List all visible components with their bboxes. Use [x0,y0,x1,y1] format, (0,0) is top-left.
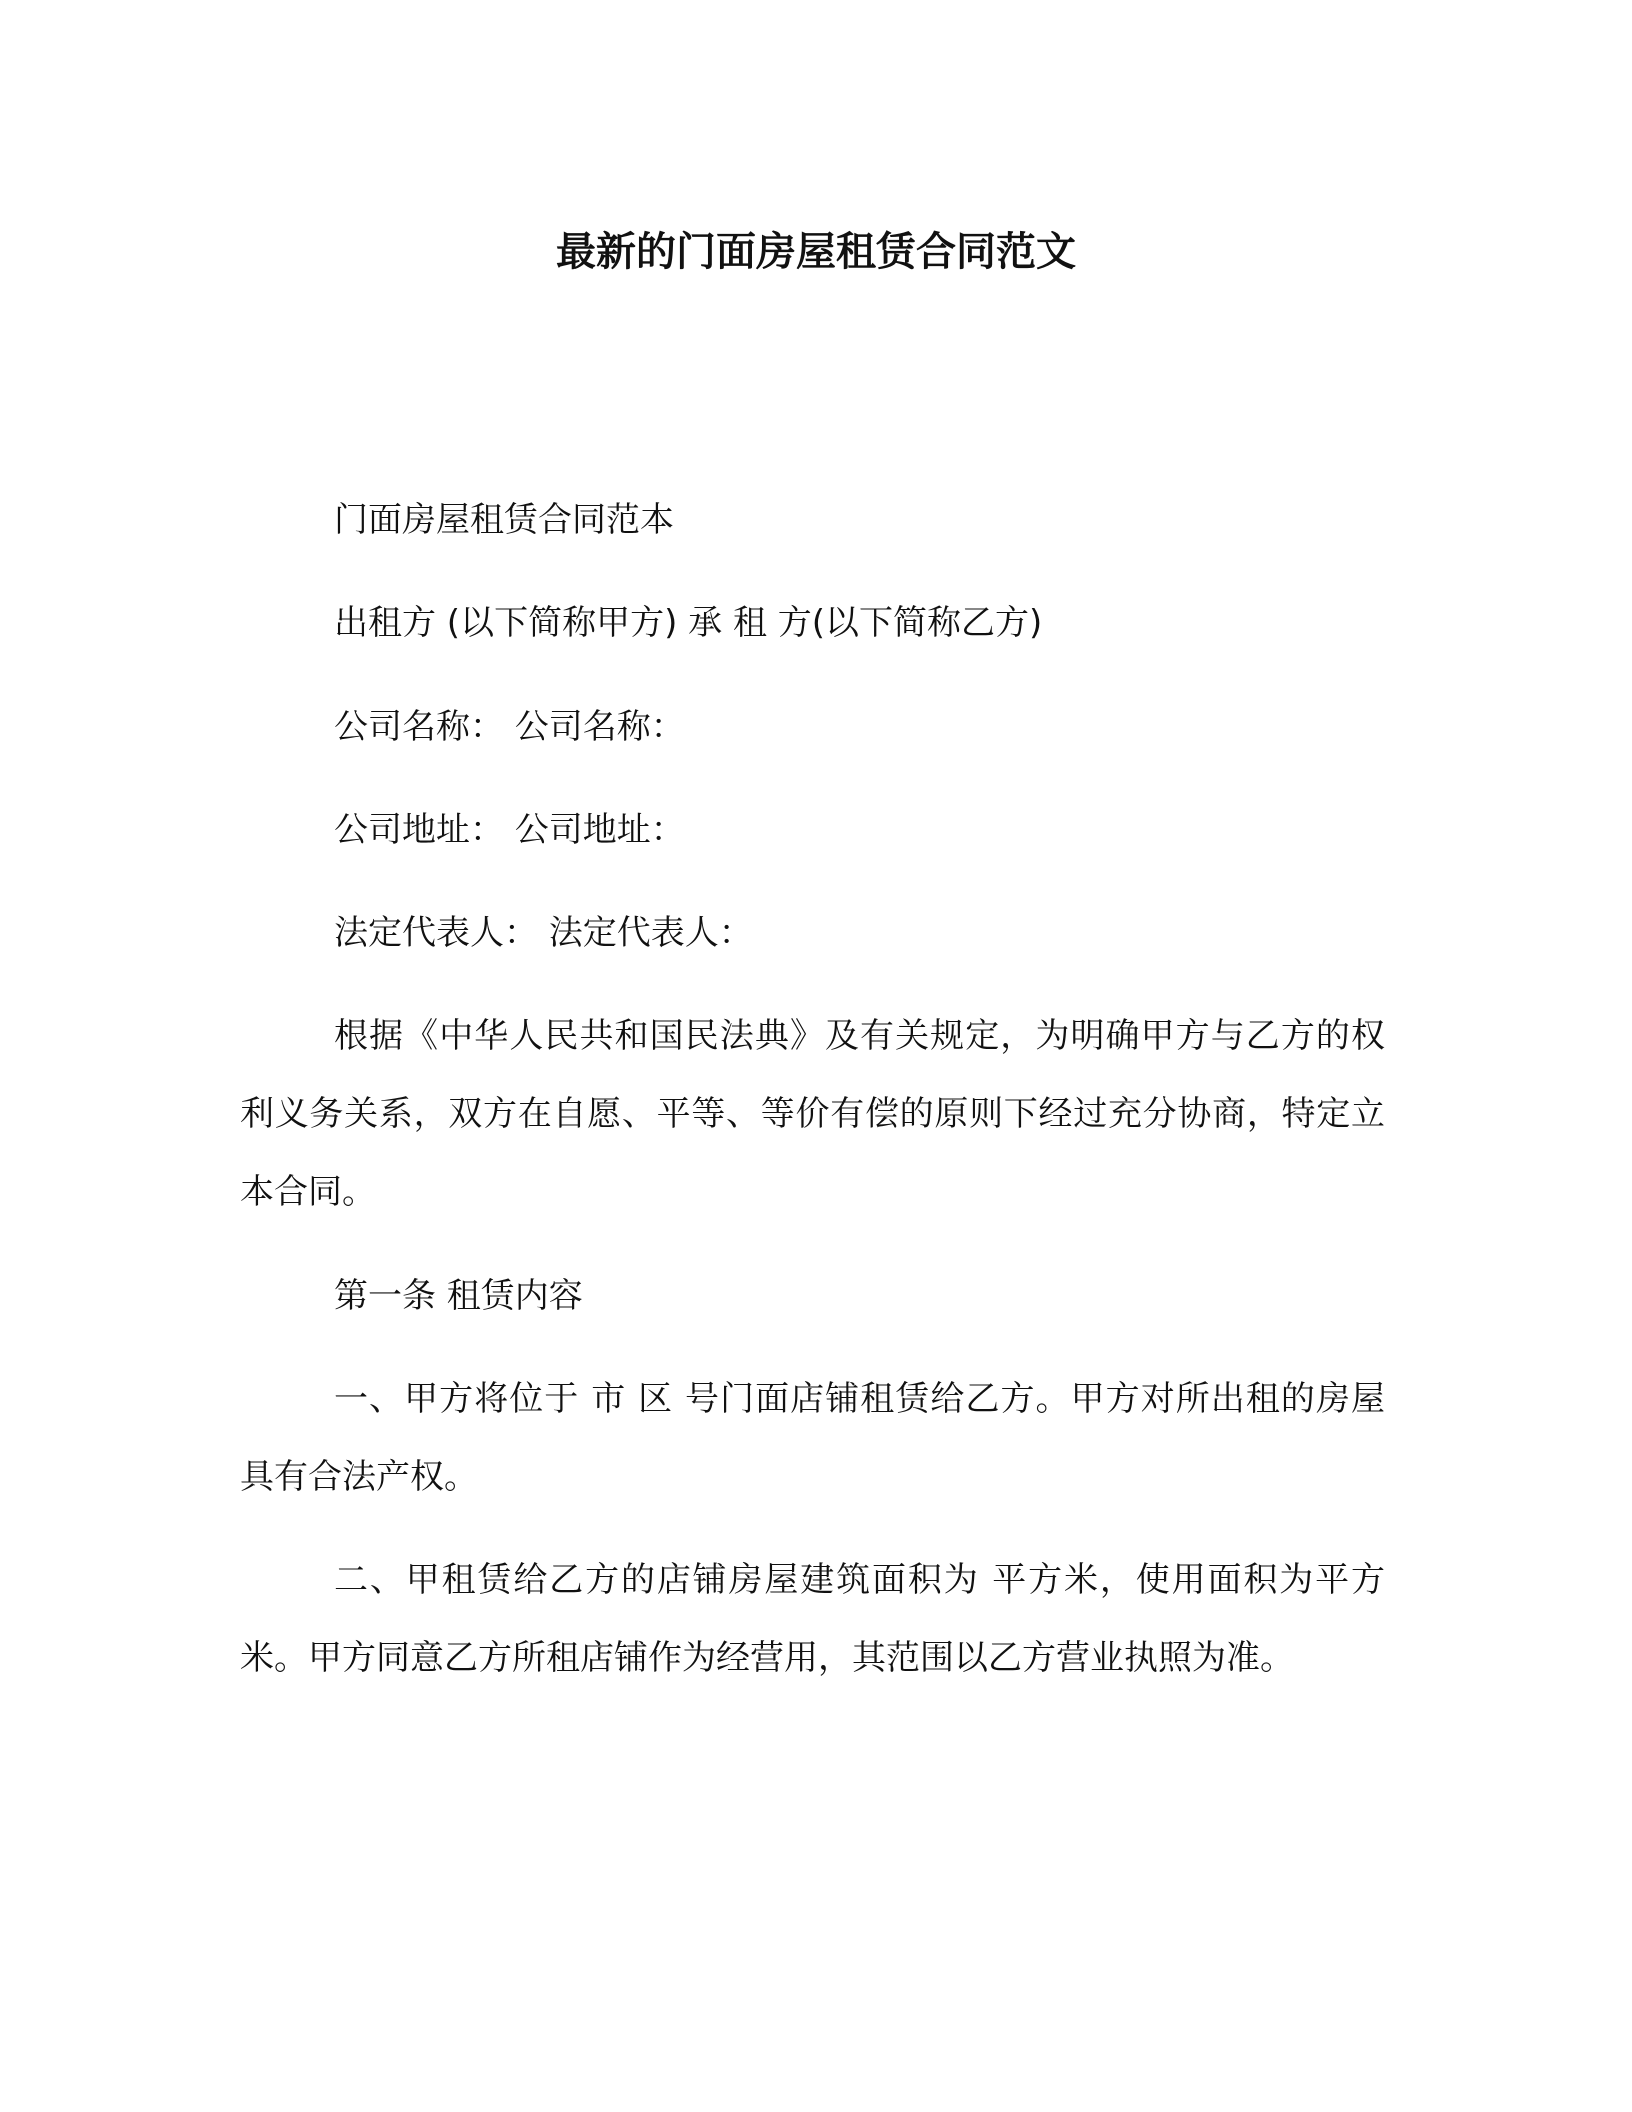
document-title: 最新的门面房屋租赁合同范文 [556,229,1076,275]
parties-line: 出租方 (以下简称甲方) 承 租 方(以下简称乙方) [334,603,1043,643]
article-1-heading: 第一条 租赁内容 [334,1276,583,1316]
preamble-paragraph: 根据《中华人民共和国民法典》及有关规定，为明确甲方与乙方的权利义务关系，双方在自愿、平等、等价有偿的原则下经过充分协商，特定立本合同。 [240,1016,1385,1212]
legal-representative-line: 法定代表人： 法定代表人： [334,913,753,953]
company-address-line: 公司地址： 公司地址： [334,810,685,850]
clause-2-paragraph: 二、甲租赁给乙方的店铺房屋建筑面积为 平方米，使用面积为平方米。甲方同意乙方所租店铺作为经营用，其范围以乙方营业执照为准。 [240,1560,1385,1678]
company-name-line: 公司名称： 公司名称： [334,707,685,747]
clause-1-paragraph: 一、甲方将位于 市 区 号门面店铺租赁给乙方。甲方对所出租的房屋具有合法产权。 [240,1379,1385,1497]
subtitle: 门面房屋租赁合同范本 [334,500,674,540]
